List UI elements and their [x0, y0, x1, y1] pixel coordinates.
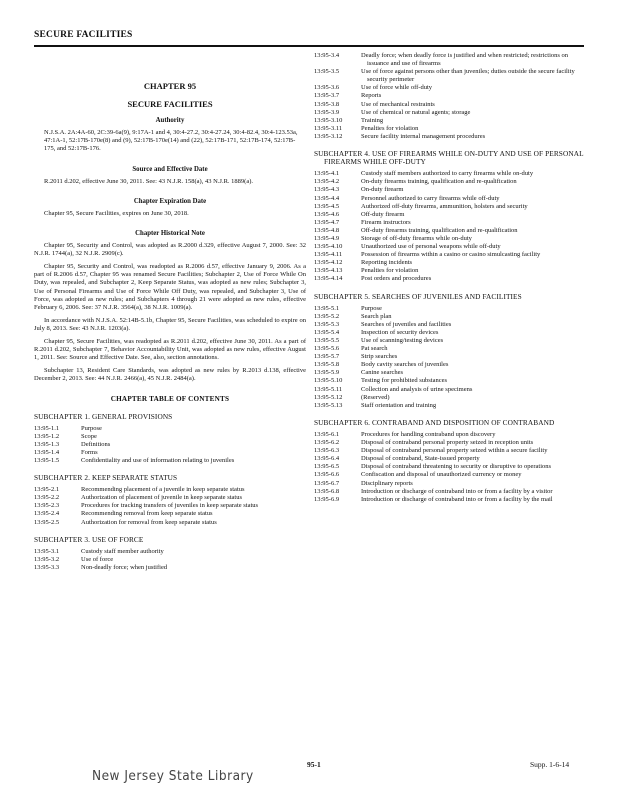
toc-entry [314, 117, 586, 125]
chapter-number: CHAPTER 95 [143, 81, 197, 91]
running-head: SECURE FACILITIES [34, 30, 133, 40]
section-title: Unauthorized use of personal weapons while off-duty [361, 243, 501, 251]
section-number: 13:95-3.3 [34, 563, 60, 571]
section-number: 13:95-5.2 [314, 312, 340, 320]
section-title: Strip searches [361, 353, 398, 361]
expiration-heading: Chapter Expiration Date [133, 197, 207, 205]
section-number: 13:95-4.10 [314, 243, 343, 251]
subchapter-heading: SUBCHAPTER 2. KEEP SEPARATE STATUS [34, 473, 178, 483]
toc-entry [314, 109, 586, 117]
section-number: 13:95-4.14 [314, 275, 343, 283]
section-number: 13:95-6.2 [314, 439, 340, 447]
toc-entry [314, 321, 586, 329]
toc-entry [34, 457, 306, 465]
library-watermark: New Jersey State Library [92, 768, 254, 784]
section-number: 13:95-4.8 [314, 226, 340, 234]
toc-entry [34, 510, 306, 518]
section-title: Authorization of placement of juvenile in keep separate status [81, 494, 242, 502]
section-number: 13:95-5.7 [314, 353, 340, 361]
section-title: Use of force against persons other than juveniles; duties outside the secure facility security perimeter [361, 68, 575, 84]
toc-entry [314, 267, 586, 275]
section-title: Introduction or discharge of contraband into or from a facility by a visitor [361, 487, 553, 495]
toc-entry [314, 84, 586, 92]
section-title: Definitions [81, 440, 111, 448]
history-heading: Chapter Historical Note [135, 229, 205, 237]
section-number: 13:95-4.5 [314, 202, 340, 210]
section-number: 13:95-3.2 [34, 555, 60, 563]
toc-entry [34, 494, 306, 502]
section-number: 13:95-3.11 [314, 124, 343, 132]
section-title: Authorization for removal from keep separate status [81, 518, 217, 526]
section-title: Training [361, 116, 384, 124]
section-number: 13:95-6.1 [314, 430, 340, 438]
section-title: Disposal of contraband personal property seized in reception units [361, 439, 534, 447]
section-title: Disposal of contraband, State-issued property [361, 455, 480, 463]
section-number: 13:95-3.12 [314, 132, 343, 140]
supplement-date: Supp. 1-6-14 [530, 760, 570, 769]
toc-entry [314, 361, 586, 369]
toc-entry [314, 402, 586, 410]
section-title: Recommending placement of a juvenile in keep separate status [81, 486, 245, 494]
expiration-text: Chapter 95, Secure Facilities, expires on June 30, 2018. [44, 209, 189, 217]
section-number: 13:95-3.5 [314, 68, 340, 76]
history-paragraph: Chapter 95, Security and Control, was adopted as R.2000 d.329, effective August 7, 2000. See: 32 N.J.R. 1744(a), 32 N.J.R. 2909(c). [34, 242, 306, 258]
toc-entry [34, 502, 306, 510]
section-title: Procedures for tracking transfers of juveniles in keep separate status [81, 502, 259, 510]
section-title: Purpose [81, 424, 102, 432]
section-number: 13:95-3.6 [314, 84, 340, 92]
toc-entry [34, 425, 306, 433]
section-number: 13:95-4.12 [314, 259, 343, 267]
section-number: 13:95-5.1 [314, 304, 340, 312]
section-title: Testing for prohibited substances [361, 377, 448, 385]
section-title: Confidentiality and use of information relating to juveniles [81, 457, 235, 464]
section-title: Custody staff members authorized to carry firearms while on-duty [361, 170, 534, 178]
section-title: Secure facility internal management procedures [361, 132, 486, 140]
section-title: Personnel authorized to carry firearms while off-duty [361, 194, 500, 202]
section-title: Purpose [361, 304, 382, 312]
section-number: 13:95-6.7 [314, 479, 340, 487]
section-title: Search plan [361, 312, 392, 320]
section-number: 13:95-4.4 [314, 194, 340, 202]
toc-entry [314, 386, 586, 394]
right-column [314, 52, 586, 504]
toc-entry [34, 449, 306, 457]
authority-heading: Authority [155, 117, 185, 125]
history-paragraph: Chapter 95, Security and Control, was readopted as R.2006 d.57, effective January 9, 2006. As a part of R.2006 d.57, Chapter 95 was renamed Secure Facilities; Subchapter 2, Use of Force While On Duty, was repealed, and Subchapter 2, Keep Separate Status, was adopted as new rules; Subchapter 3, Use of Personal Firearms and Use of Force While Off Duty, was repealed, and Subchapter 3, Use of Force, was adopted as new rules; and Subchapters 4 through 21 were adopted as new rules, effective February 6, 2006. See: 37 N.J.R. 3564(a), 38 N.J.R. 1009(a). [34, 263, 306, 311]
section-number: 13:95-4.6 [314, 210, 340, 218]
section-number: 13:95-4.3 [314, 186, 340, 194]
toc-entry [34, 519, 306, 527]
history-paragraph: Subchapter 13, Resident Care Standards, was adopted as new rules by R.2013 d.138, effective December 2, 2013. See: 44 N.J.R. 2466(a), 45 N.J.R. 2484(a). [34, 367, 306, 383]
section-title: Procedures for handling contraband upon discovery [361, 430, 496, 438]
left-column [34, 52, 306, 572]
section-title: Use of force [81, 555, 114, 563]
section-title: Confiscation and disposal of unauthorized currency or money [361, 471, 522, 479]
section-title: Custody staff member authority [81, 547, 164, 555]
section-title: On-duty firearm [361, 186, 404, 194]
section-number: 13:95-4.11 [314, 251, 343, 259]
toc-entry [314, 227, 586, 235]
section-title: Reports [361, 92, 382, 100]
subchapter-heading: SUBCHAPTER 3. USE OF FORCE [34, 534, 144, 544]
section-title: Use of mechanical restraints [361, 100, 435, 108]
section-number: 13:95-1.3 [34, 440, 60, 448]
section-title: Inspection of security devices [361, 328, 439, 336]
section-number: 13:95-5.10 [314, 377, 343, 385]
toc-entry [314, 447, 586, 455]
toc-left [34, 413, 306, 573]
section-number: 13:95-6.6 [314, 471, 340, 479]
toc-entry [314, 345, 586, 353]
toc-heading: CHAPTER TABLE OF CONTENTS [110, 395, 230, 404]
section-number: 13:95-3.7 [314, 92, 340, 100]
section-title: Off-duty firearms training, qualification and re-qualification [361, 226, 518, 234]
section-title: Searches of juveniles and facilities [361, 320, 452, 328]
toc-entry [314, 337, 586, 345]
toc-entry [34, 564, 306, 572]
section-title: Authorized off-duty firearms, ammunition, holsters and security [361, 202, 528, 210]
section-title: Introduction or discharge of contraband into or from a facility by the mail [361, 495, 553, 503]
section-number: 13:95-1.1 [34, 424, 60, 432]
section-number: 13:95-2.3 [34, 502, 60, 510]
section-title: Post orders and procedures [361, 275, 432, 283]
toc-entry [314, 480, 586, 488]
toc-entry [314, 235, 586, 243]
toc-entry [314, 251, 586, 259]
section-title: Storage of off-duty firearms while on-duty [361, 234, 472, 242]
toc-entry [34, 441, 306, 449]
section-title: Firearm instructors [361, 218, 411, 226]
toc-entry [314, 455, 586, 463]
toc-entry [314, 463, 586, 471]
toc-entry [34, 548, 306, 556]
section-number: 13:95-5.3 [314, 320, 340, 328]
section-title: Reporting incidents [361, 259, 413, 267]
section-title: Forms [81, 448, 98, 456]
toc-entry [314, 219, 586, 227]
toc-entry [314, 178, 586, 186]
toc-continuation [314, 52, 586, 141]
toc-entry [314, 439, 586, 447]
section-number: 13:95-5.13 [314, 401, 343, 409]
section-title: Disciplinary reports [361, 479, 413, 487]
section-title: Use of chemical or natural agents; storage [361, 108, 471, 116]
section-number: 13:95-5.6 [314, 345, 340, 353]
section-title: Penalties for violation [361, 124, 419, 132]
section-title: Staff orientation and training [361, 401, 437, 409]
toc-entry [314, 211, 586, 219]
section-title: Scope [81, 432, 97, 440]
section-number: 13:95-3.4 [314, 52, 340, 59]
toc-entry [314, 471, 586, 479]
section-title: Non-deadly force; when justified [81, 563, 168, 571]
section-number: 13:95-2.5 [34, 518, 60, 526]
section-number: 13:95-5.5 [314, 337, 340, 344]
page-number: 95-1 [307, 760, 321, 769]
section-number: 13:95-5.4 [314, 328, 340, 336]
section-title: Possession of firearms within a casino or casino simulcasting facility [361, 251, 541, 259]
section-number: 13:95-1.4 [34, 448, 60, 456]
section-number: 13:95-6.8 [314, 487, 340, 495]
section-number: 13:95-1.5 [34, 457, 60, 464]
section-number: 13:95-4.2 [314, 178, 340, 186]
toc-entry [314, 431, 586, 439]
section-number: 13:95-5.8 [314, 361, 340, 369]
toc-entry [314, 68, 586, 84]
section-number: 13:95-6.9 [314, 495, 340, 503]
section-number: 13:95-6.5 [314, 463, 340, 471]
toc-entry [314, 353, 586, 361]
authority-text: N.J.S.A. 2A:4A-60, 2C:39-6a(9), 9:17A-1 and 4, 30:4-27.2, 30:4-27.24, 30:4-82.4, 30:4-123.53a, 47:1A-1, 52:17B-170e(8) and (9), 52:17B-170e(14) and (22), 52:17B-171, 52:17B-174, 52:17B-175, and 52:17B-176. [44, 129, 298, 153]
toc-entry [314, 329, 586, 337]
subchapter-heading: SUBCHAPTER 6. CONTRABAND AND DISPOSITION OF CONTRABAND [314, 417, 555, 427]
section-number: 13:95-4.7 [314, 218, 340, 226]
section-title: Use of force while off-duty [361, 84, 432, 92]
section-title: Pat search [361, 345, 388, 353]
toc-entry [314, 92, 586, 100]
subchapter-heading: SUBCHAPTER 4. USE OF FIREARMS WHILE ON-DUTY AND USE OF PERSONAL FIREARMS WHILE OFF-DUTY [314, 149, 584, 167]
toc-entry [314, 52, 586, 68]
section-title: Disposal of contraband personal property seized within a secure facility [361, 447, 548, 455]
subchapter-heading: SUBCHAPTER 1. GENERAL PROVISIONS [34, 411, 173, 421]
section-number: 13:95-3.9 [314, 108, 340, 116]
section-number: 13:95-6.3 [314, 447, 340, 455]
section-title: Recommending removal from keep separate status [81, 510, 213, 518]
toc-entry [34, 433, 306, 441]
section-title: Canine searches [361, 369, 404, 377]
toc-entry [314, 313, 586, 321]
history-paragraph: In accordance with N.J.S.A. 52:14B-5.1b, Chapter 95, Secure Facilities, was scheduled to expire on July 8, 2013. See: 43 N.J.R. 1203(a). [34, 316, 306, 332]
section-title: Collection and analysis of urine specimens [361, 385, 473, 393]
chapter-title: SECURE FACILITIES [127, 99, 213, 110]
section-number: 13:95-3.8 [314, 100, 340, 108]
toc-entry [314, 186, 586, 194]
toc-entry [314, 305, 586, 313]
section-number: 13:95-4.13 [314, 267, 343, 275]
section-number: 13:95-3.10 [314, 116, 343, 124]
toc-right [314, 150, 586, 504]
toc-entry [34, 556, 306, 564]
section-number: 13:95-5.9 [314, 369, 340, 377]
toc-entry [314, 203, 586, 211]
section-number: 13:95-5.11 [314, 385, 343, 393]
section-number: 13:95-4.9 [314, 234, 340, 242]
section-number: 13:95-4.1 [314, 170, 340, 178]
toc-entry [314, 101, 586, 109]
toc-entry [314, 496, 586, 504]
section-number: 13:95-6.4 [314, 455, 340, 463]
toc-entry [314, 195, 586, 203]
toc-entry [314, 275, 586, 283]
header-rule [34, 45, 584, 47]
toc-entry [314, 259, 586, 267]
section-title: Penalties for violation [361, 267, 419, 275]
section-title: Use of scanning/testing devices [361, 337, 444, 344]
toc-entry [314, 133, 586, 141]
section-number: 13:95-2.4 [34, 510, 60, 518]
toc-entry [314, 243, 586, 251]
section-title: (Reserved) [361, 393, 390, 401]
toc-entry [314, 394, 586, 402]
toc-entry [314, 377, 586, 385]
section-number: 13:95-5.12 [314, 393, 343, 401]
section-number: 13:95-2.1 [34, 486, 60, 494]
section-title: Body cavity searches of juveniles [361, 361, 449, 369]
toc-entry [314, 125, 586, 133]
history-notes [34, 242, 306, 383]
section-title: Deadly force; when deadly force is justified and when restricted; restrictions on issuance and use of firearms [361, 52, 569, 68]
section-number: 13:95-3.1 [34, 547, 60, 555]
section-title: On-duty firearms training, qualification and re-qualification [361, 178, 517, 186]
toc-entry [314, 170, 586, 178]
toc-entry [34, 486, 306, 494]
source-text: R.2011 d.202, effective June 30, 2011. See: 43 N.J.R. 158(a), 43 N.J.R. 1889(a). [44, 177, 253, 185]
section-number: 13:95-1.2 [34, 432, 60, 440]
toc-entry [314, 488, 586, 496]
section-title: Disposal of contraband threatening to security or disruptive to operations [361, 463, 552, 471]
section-title: Off-duty firearm [361, 210, 405, 218]
source-heading: Source and Effective Date [132, 165, 208, 173]
toc-entry [314, 369, 586, 377]
history-paragraph: Chapter 95, Secure Facilities, was readopted as R.2011 d.202, effective June 30, 2011. As a part of R.2011 d.202, Subchapter 7, Behavior Accountability Unit, was adopted as new rules, effective August 1, 2011. See: Source and Effective Date. See, also, section annotations. [34, 337, 306, 362]
section-number: 13:95-2.2 [34, 494, 60, 502]
subchapter-heading: SUBCHAPTER 5. SEARCHES OF JUVENILES AND FACILITIES [314, 291, 522, 301]
